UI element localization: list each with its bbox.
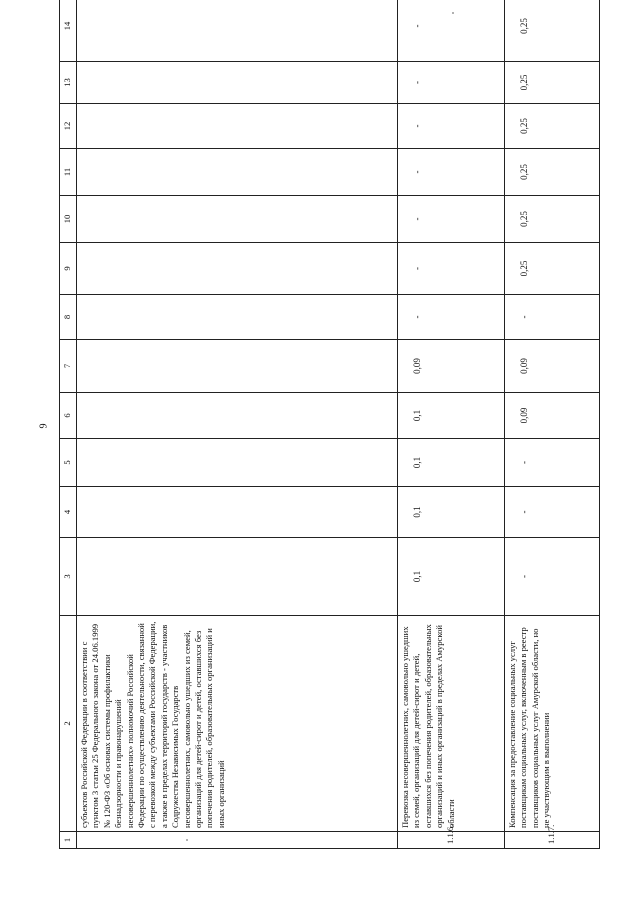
value-cell <box>77 196 398 243</box>
value-cell: - <box>505 487 600 538</box>
table-row <box>505 0 600 849</box>
header-cell: 6 <box>60 393 77 439</box>
value-cell <box>77 0 398 62</box>
value-cell: - <box>398 104 505 149</box>
value-cell: 0,25 <box>505 196 600 243</box>
value-cell: - <box>398 243 505 295</box>
value-cell <box>77 439 398 487</box>
value-cell: 0,09 <box>398 340 505 393</box>
header-cell: 2 <box>60 616 77 832</box>
table-row <box>398 0 505 849</box>
description-cell: Перевозка несовершеннолетних, самовольно ушедших из семей, организаций для детей-сирот и детей, оставшихся без попечения родителей, образовательных организаций и иных организаций в пределах Амурской области <box>398 616 505 832</box>
header-cell: 11 <box>60 149 77 196</box>
value-cell: - <box>505 439 600 487</box>
row-number-cell: 1.1.6. <box>398 832 505 849</box>
value-cell: 0,09 <box>505 393 600 439</box>
value-cell <box>77 62 398 104</box>
header-cell: 9 <box>60 243 77 295</box>
value-cell: 0,1 <box>398 439 505 487</box>
header-cell: 3 <box>60 538 77 616</box>
table-row <box>77 0 398 849</box>
value-cell <box>77 393 398 439</box>
value-cell: - <box>505 295 600 340</box>
rotated-table-container <box>59 18 600 849</box>
value-cell <box>77 104 398 149</box>
value-cell: 0,25 <box>505 62 600 104</box>
budget-table <box>59 0 600 849</box>
value-cell: 0,25 <box>505 149 600 196</box>
value-cell <box>77 149 398 196</box>
value-cell <box>77 340 398 393</box>
value-cell: - <box>398 0 505 62</box>
header-cell: 4 <box>60 487 77 538</box>
value-cell: - <box>398 196 505 243</box>
value-cell <box>77 487 398 538</box>
value-cell: - <box>398 62 505 104</box>
value-cell <box>77 243 398 295</box>
header-row <box>60 0 77 849</box>
value-cell: 0,25 <box>505 104 600 149</box>
value-cell <box>77 295 398 340</box>
row-number-cell <box>77 832 398 849</box>
value-cell: 0,1 <box>398 538 505 616</box>
value-cell <box>77 538 398 616</box>
header-cell: 12 <box>60 104 77 149</box>
value-cell: 0,09 <box>505 340 600 393</box>
value-cell: 0,1 <box>398 487 505 538</box>
header-cell: 8 <box>60 295 77 340</box>
scan-speck <box>452 12 454 14</box>
row-number-cell: 1.1.7. <box>505 832 600 849</box>
value-cell: - <box>398 149 505 196</box>
header-cell: 14 <box>60 0 77 62</box>
header-cell: 10 <box>60 196 77 243</box>
value-cell: - <box>398 295 505 340</box>
value-cell: 0,25 <box>505 0 600 62</box>
scan-speck <box>186 839 188 841</box>
value-cell: 0,1 <box>398 393 505 439</box>
header-cell: 13 <box>60 62 77 104</box>
description-cell: Компенсация за предоставление социальных услуг поставщикам социальных услуг, включенным в реестр поставщиков социальных услуг Амурской области, но не участвующим в выполнении <box>505 616 600 832</box>
header-cell: 1 <box>60 832 77 849</box>
header-cell: 5 <box>60 439 77 487</box>
value-cell: 0,25 <box>505 243 600 295</box>
header-cell: 7 <box>60 340 77 393</box>
description-cell: субъектов Российской Федерации в соответствии с пунктом 3 статьи 25 Федерального закона от 24.06.1999 № 120-ФЗ «Об основах системы профилактики безнадзорности и правонарушений несовершеннолетних» полномочий Российской Федерации по осуществлению деятельности, связанной с перевозкой между субъектами Российской Федерации, а также в пределах территорий государств - участников Содружества Независимых Государств несовершеннолетних, самовольно ушедших из семей, организаций для детей-сирот и детей, оставшихся без попечения родителей, образовательных организаций и иных организаций <box>77 616 398 832</box>
value-cell: - <box>505 538 600 616</box>
